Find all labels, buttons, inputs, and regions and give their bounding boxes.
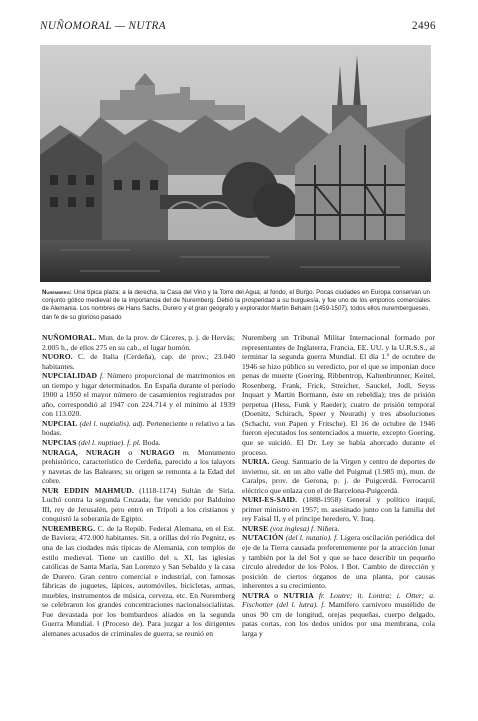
entry-text: Mun. de la prov. de Cáceres, p. j. de Hervás; 2.005 h., de ellos 275 en su cab., el lugar homón. bbox=[42, 333, 235, 352]
entry-headword: NURAGA, NURAGH o NURAGO bbox=[42, 447, 175, 457]
entry-text: C. de la Repúb. Federal Alemana, en el Est. de Baviera; 472.000 habitantes. Sit. a orillas del río Pegnitz, es una de las ciudades más típicas de Alemania, con templos de estilo medieval. Tiene un castillo del s. XI, las iglesias católicas de Santa María, San Lorenzo y San Sebaldo y la casa de Durero. Gran centro comercial e industrial, con famosas fábricas de juguetes, lápices, automóviles, bicicletas, armas, muebles, instrumentos de música, cerveza, etc. En Nuremberg se celebraron los grandes concentraciones nacionalsocialistas. Fue devastada por los bombardeos aliados en la segunda Guerra Mundial. ‖ (Proceso de). Para juzgar a los dirigentes alemanes acusados de criminales de guerra, se reunió en bbox=[42, 523, 235, 638]
entry-headword: NUTACIÓN bbox=[242, 533, 284, 543]
entry-grammar: (voz inglesa) f. bbox=[268, 523, 316, 533]
entry-grammar: m. bbox=[174, 447, 190, 457]
running-head bbox=[40, 20, 436, 36]
entry-headword: NURIA. bbox=[242, 457, 270, 467]
entry-text: (1888-1958) General y político iraquí, primer ministro en 1957; m. asesinado junto con la familia del rey Faisal II, y el príncipe heredero, V. Iraq. bbox=[242, 495, 435, 524]
entry-text: C. de Italia (Cerdeña), cap. de prov.; 23.040 habitantes. bbox=[42, 352, 235, 371]
page-number: 2496 bbox=[412, 20, 436, 32]
entry-headword: NUPCIAS bbox=[42, 438, 77, 448]
entry-text: Ligera oscilación periódica del eje de la Tierra causada preferentemente por la atracción lunar y también por la del Sol y que se hace describir un pequeño círculo alrededor de los Polos. ‖ Bot. Cambio de dirección y posición de ciertos órganos de una planta, por causas inherentes a su crecimiento. bbox=[242, 533, 435, 591]
entry-text: Perteneciente o relativo a las bodas. bbox=[42, 418, 235, 438]
dictionary-entry bbox=[42, 486, 235, 524]
entry-text: Boda. bbox=[140, 438, 161, 448]
entry-text: Nuremberg un Tribunal Militar Internacional formado por representantes de Inglaterra, Francia, EE. UU. y la U.R.S.S., al terminar la segunda guerra Mundial. El día 1.º de octubre de 1946 se hizo público su veredicto, por el que se imponían doce penas de muerte (Goering, Ribbentrop, Kaltenbrunner, Keitel, Rosenberg, Frank, Frick, Streicher, Sauckel, Jodl, Seyss Inquart y Martin Bormann, éste en rebeldía); tres de prisión perpetua (Hess, Funk y Raeder); cuatro de prisión temporal (Doenitz, Schirach, Speer y Neurath) y tres absoluciones (Schacht, von Papen y Fritsche). El 16 de octubre de 1946 fueron ejecutados los sentenciados a muerte, excepto Goering, que se suicidó. El Dr. Ley se había ahorcado durante el proceso. bbox=[242, 333, 435, 457]
entry-headword: NURSE bbox=[242, 523, 269, 533]
entry-text: Mamífero carnívoro mustélido de unos 90 cm de longitud, orejas pequeñas, cuerpo delgado, patas cortas, con los dedos unidos por una membrana, cola larga y bbox=[242, 600, 435, 638]
entry-headword: NUTRA o NUTRIA bbox=[242, 590, 314, 600]
dictionary-entry bbox=[42, 333, 235, 352]
entry-text: (1118-1174) Sultán de Siria. Luchó contra la segunda Cruzada; fue vencido por Balduino III, rey de Jerusalén, pero entró en Trípoli a los cristianos y conquistó la soberanía de Egipto. bbox=[42, 485, 235, 524]
dictionary-entry bbox=[242, 457, 435, 495]
dictionary-entry bbox=[242, 533, 435, 590]
dictionary-entry bbox=[42, 438, 235, 448]
entry-headword: NUPCIAL bbox=[42, 418, 78, 428]
dictionary-entry bbox=[42, 371, 235, 419]
entry-headword: NUORO. bbox=[42, 352, 73, 362]
entry-headword: NUÑOMORAL. bbox=[42, 333, 97, 342]
entry-headword: NUREMBERG. bbox=[42, 523, 96, 533]
entry-headword: NUPCIALIDAD bbox=[42, 371, 98, 381]
entry-text: Monumento prehistórico, característico de Cerdeña, parecido a los talayots y navetas de las Baleares; su origen se remonta a la Edad del cobre. bbox=[42, 447, 235, 486]
header-title: NUÑOMORAL — NUTRA bbox=[40, 20, 166, 32]
dictionary-entry bbox=[42, 352, 235, 371]
dictionary-entry bbox=[242, 591, 435, 639]
nuremberg-photo bbox=[40, 45, 431, 282]
caption-lead: Nuremberg: bbox=[42, 289, 72, 296]
caption-text: Una típica plaza: a la derecha, la Casa del Vino y la Torre del Agua; al fondo, el Burgo. Pocas ciudades en Europa conservan un conjunto gótico medieval de la importancia del de Nuremberg. Debió la prosperidad a su burguesía, y fue uno de los emporios comerciales de Alemania. Los nombres de Hans Sachs, Durero y el gran geógrafo y explorador Martín Behaim (1459-1507), todos ellos nurembergueses, dan fe de su glorioso pasado bbox=[42, 289, 430, 321]
entry-grammar: fr. Loutre; it. Lontra; i. Otter; a. Fischotter (del l. lutra). f. bbox=[242, 590, 435, 610]
photo-caption bbox=[42, 289, 430, 322]
entry-headword: NURI-ES-SAID. bbox=[242, 495, 298, 505]
entry-text: Número proporcional de matrimonios en un tiempo y lugar determinados. En España durante el período 1900 a 1950 el mayor número de casamientos registrados por año, correspondió al 1947 con 224.714 y el mínimo al 1939 con 113.020. bbox=[42, 371, 235, 419]
entry-grammar: f. bbox=[97, 371, 105, 381]
entry-grammar: (del l. nutatio). f. bbox=[283, 533, 339, 543]
entry-headword: NUR EDDIN MAHMUD. bbox=[42, 485, 134, 495]
left-column bbox=[42, 333, 235, 713]
dictionary-entry bbox=[42, 419, 235, 438]
dictionary-entry bbox=[242, 495, 435, 524]
nuremberg-cityscape-photo bbox=[40, 45, 431, 282]
entry-grammar: (del l. nuptiae). f. pl. bbox=[76, 438, 141, 448]
entry-grammar: Geog. bbox=[269, 457, 290, 467]
dictionary-entry bbox=[42, 524, 235, 639]
dictionary-entry bbox=[42, 448, 235, 486]
entry-text: Niñera. bbox=[315, 523, 340, 533]
entry-grammar: (del l. nuptialis). adj. bbox=[77, 418, 145, 428]
right-column bbox=[242, 333, 435, 713]
entry-text: Santuario de la Virgen y centro de deportes de invierno, sit. en un alto valle del Puigmal (1.985 m), mun. de Caralps, prov. de Gerona, p. j. de Puigcerdá. Ferrocarril eléctrico que enlaza con el de Barcelona-Puigcerdá. bbox=[242, 457, 435, 495]
dictionary-entry bbox=[242, 333, 435, 457]
